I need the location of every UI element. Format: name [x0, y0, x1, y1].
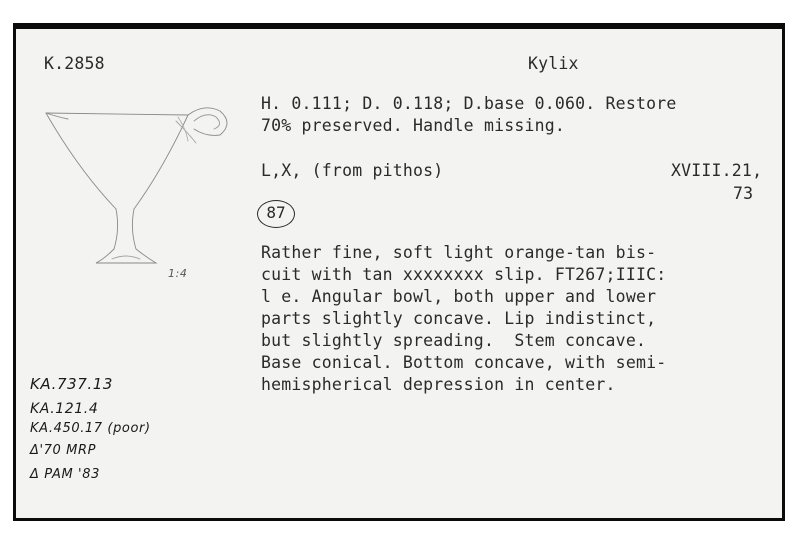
description-line-5: but slightly spreading. Stem concave. — [261, 331, 647, 350]
circled-number: 87 — [266, 203, 286, 222]
object-title: Kylix — [528, 54, 579, 73]
circled-number-badge — [257, 200, 295, 228]
catalog-card — [16, 29, 782, 518]
handwritten-note-3: KA.450.17 (poor) — [30, 421, 151, 436]
reference-line-2: 73 — [733, 184, 754, 203]
description-line-2-start: cuit with tan — [261, 265, 403, 284]
handwritten-note-2: KA.121.4 — [30, 401, 99, 417]
dimensions-line: H. 0.111; D. 0.118; D.base 0.060. Restore — [261, 94, 677, 113]
description-line-1: Rather fine, soft light orange-tan bis- — [261, 243, 657, 262]
description-line-4: parts slightly concave. Lip indistinct, — [261, 309, 657, 328]
preservation-line: 70% preserved. Handle missing. — [261, 116, 566, 135]
description-line-3: l e. Angular bowl, both upper and lower — [261, 287, 657, 306]
description-line-6: Base conical. Bottom concave, with semi- — [261, 353, 667, 372]
description-line-2-end: slip. FT267;IIIC: — [483, 265, 667, 284]
struck-out-text: xxxxxxxx — [402, 265, 484, 284]
findspot-line: L,X, (from pithos) — [261, 161, 444, 180]
catalog-number: K.2858 — [44, 54, 105, 73]
drawing-scale-note: 1:4 — [168, 267, 188, 280]
handwritten-note-1: KA.737.13 — [30, 375, 114, 393]
kylix-sketch — [38, 99, 238, 279]
description-line-7: hemispherical depression in center. — [261, 375, 616, 394]
description-block — [261, 242, 666, 396]
handwritten-note-5: Δ PAM '83 — [30, 467, 100, 482]
description-line-2 — [261, 264, 666, 286]
reference-line-1: XVIII.21, — [671, 161, 763, 180]
handwritten-note-4: Δ'70 MRP — [30, 443, 97, 458]
struck-out-word — [403, 264, 484, 286]
